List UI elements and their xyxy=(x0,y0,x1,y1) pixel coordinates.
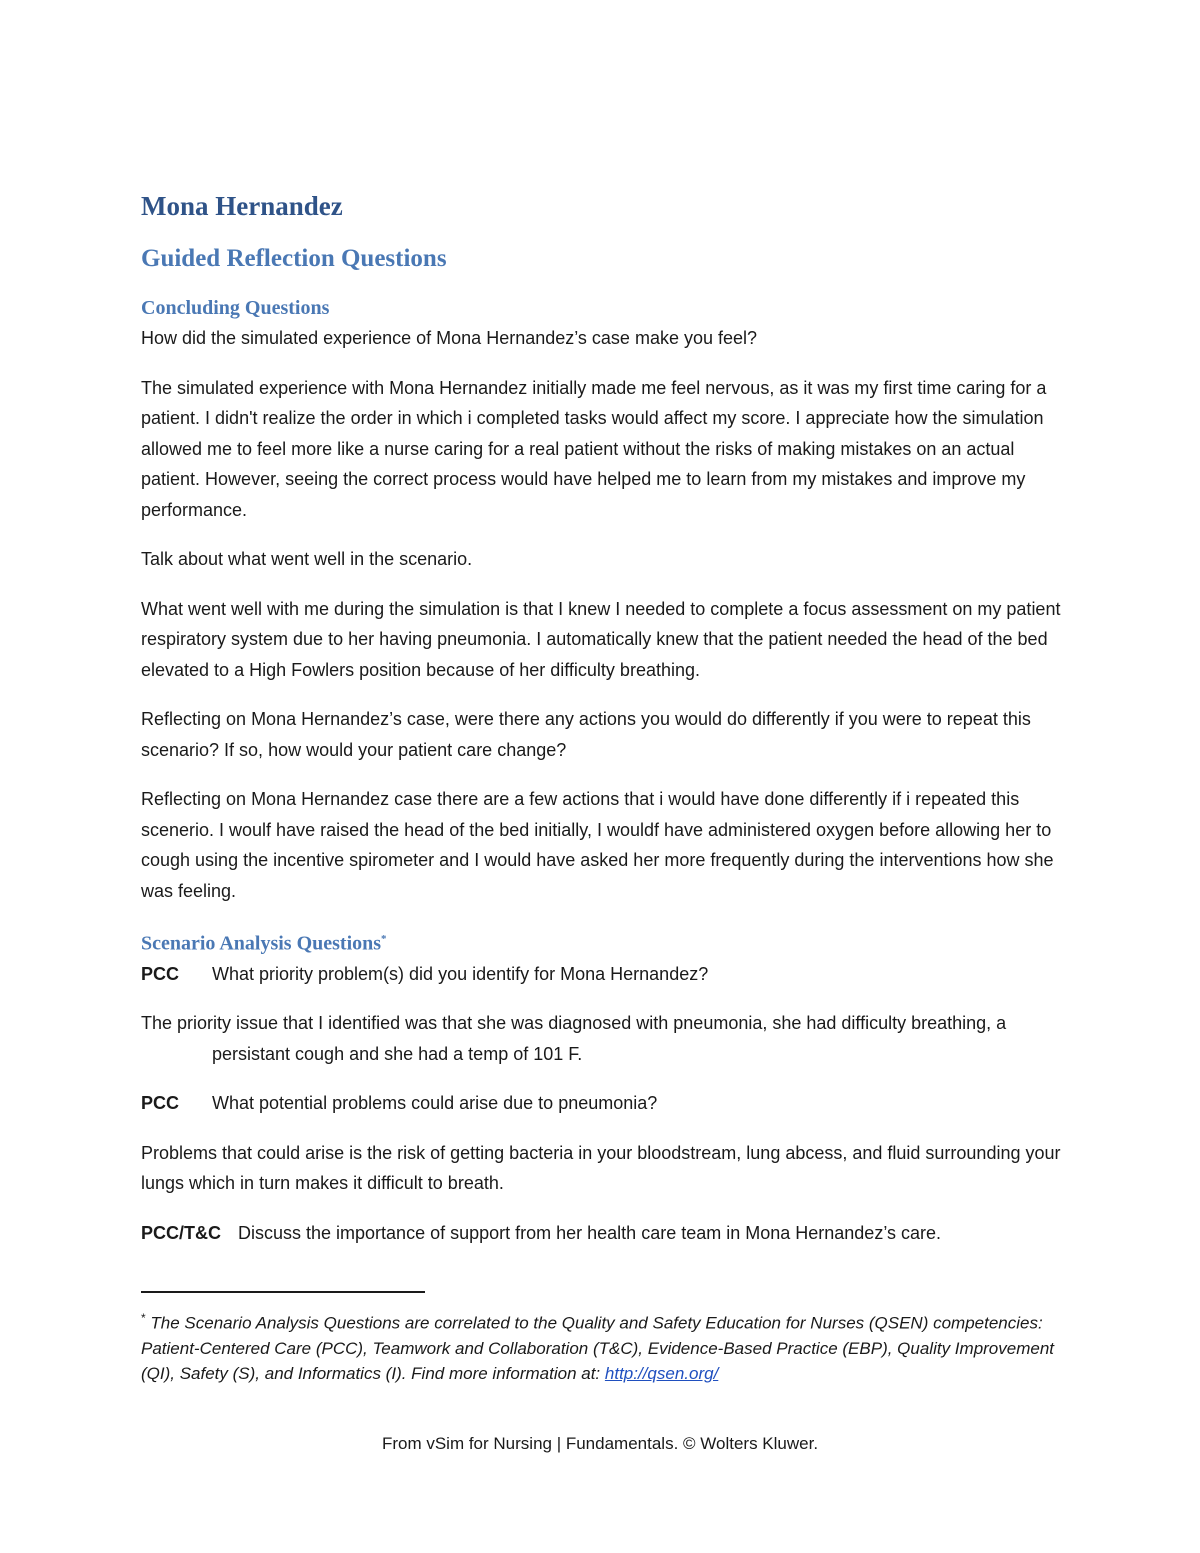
section-title: Guided Reflection Questions xyxy=(141,245,447,272)
page-title: Mona Hernandez xyxy=(141,191,343,221)
question-text: What potential problems could arise due to pneumonia? xyxy=(212,1093,658,1114)
concluding-questions-heading: Concluding Questions xyxy=(141,297,330,319)
answer-priority-problem: The priority issue that I identified was that she was diagnosed with pneumonia, she had difficulty breathing, a persistant cough and she had a temp of 101 F. xyxy=(141,1013,1007,1064)
scenario-question-3 xyxy=(141,1218,1066,1249)
question-code: PCC xyxy=(141,1093,180,1114)
answer-potential-problems: Problems that could arise is the risk of getting bacteria in your bloodstream, lung abcess, and fluid surrounding your lungs which in turn makes it difficult to breath. xyxy=(141,1142,1061,1194)
page-footer: From vSim for Nursing | Fundamentals. © Wolters Kluwer. xyxy=(381,1434,819,1453)
question-text: Discuss the importance of support from her health care team in Mona Hernandez’s care. xyxy=(238,1222,942,1243)
question-code: PCC/T&C xyxy=(141,1222,221,1243)
answer-differently: Reflecting on Mona Hernandez case there are a few actions that i would have done differently if i repeated this scenerio. I woulf have raised the head of the bed initially, I wouldf have administered oxygen before allowing her to cough using the incentive spirometer and I would have asked her more frequently during the interventions how she was feeling. xyxy=(141,789,1054,901)
document-body xyxy=(141,188,1066,1248)
scenario-question-2 xyxy=(141,1088,1066,1119)
footnote-divider xyxy=(141,1291,425,1293)
question-text: What priority problem(s) did you identify for Mona Hernandez? xyxy=(212,963,709,984)
footnote xyxy=(141,1306,1066,1386)
question-code: PCC xyxy=(141,963,180,984)
footnote-reference: * xyxy=(381,933,387,945)
qsen-link[interactable]: http://qsen.org/ xyxy=(604,1363,719,1383)
question-differently: Reflecting on Mona Hernandez’s case, were there any actions you would do differently if you were to repeat this scenario? If so, how would your patient care change? xyxy=(141,709,1031,760)
question-went-well: Talk about what went well in the scenario. xyxy=(141,549,473,569)
scenario-analysis-heading xyxy=(141,924,1066,959)
scenario-question-1 xyxy=(141,959,1066,990)
footnote-text: The Scenario Analysis Questions are correlated to the Quality and Safety Education for Nurses (QSEN) competencies: Patient-Centered Care (PCC), Teamwork and Collaboration (T&C), Evidence-Based Practice (EBP), Quality Improvement (QI), Safety (S), and Informatics (I). Find more information at: xyxy=(141,1313,1055,1383)
answer-went-well: What went well with me during the simulation is that I knew I needed to complete a focus assessment on my patient respiratory system due to her having pneumonia. I automatically knew that the patient needed the head of the bed elevated to a High Fowlers position because of her difficulty breathing. xyxy=(141,598,1061,680)
scenario-heading-text: Scenario Analysis Questions xyxy=(141,932,382,955)
question-feel: How did the simulated experience of Mona Hernandez’s case make you feel? xyxy=(141,328,758,348)
footnote-mark: * xyxy=(141,1311,146,1325)
answer-feel: The simulated experience with Mona Hernandez initially made me feel nervous, as it was my first time caring for a patient. I didn't realize the order in which i completed tasks would affect my score. I appreciate how the simulation allowed me to feel more like a nurse caring for a real patient without the risks of making mistakes on an actual patient. However, seeing the correct process would have helped me to learn from my mistakes and improve my performance. xyxy=(141,377,1047,520)
